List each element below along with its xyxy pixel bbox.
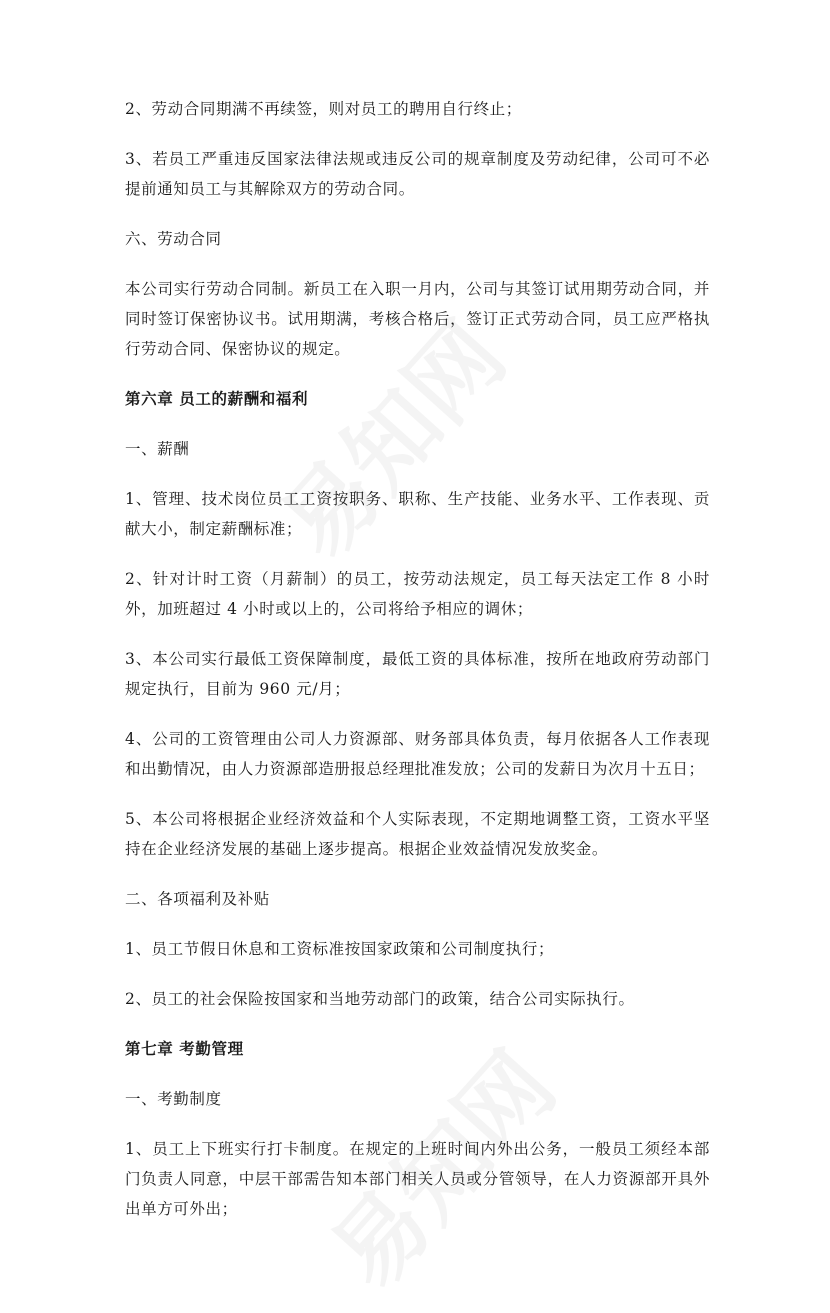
paragraph: 1、员工节假日休息和工资标准按国家政策和公司制度执行；: [125, 940, 555, 958]
paragraph: 2、员工的社会保险按国家和当地劳动部门的政策，结合公司实际执行。: [125, 990, 635, 1008]
section-title: 二、各项福利及补贴: [125, 890, 270, 908]
paragraph: 2、劳动合同期满不再续签，则对员工的聘用自行终止；: [125, 100, 522, 118]
document-body: [125, 94, 710, 1244]
paragraph: 3、本公司实行最低工资保障制度，最低工资的具体标准，按所在地政府劳动部门规定执行，目前为 960 元/月；: [125, 650, 710, 698]
chapter-heading: 第七章 考勤管理: [125, 1039, 244, 1058]
paragraph: 1、管理、技术岗位员工工资按职务、职称、生产技能、业务水平、工作表现、贡献大小，制定薪酬标准；: [125, 490, 710, 538]
section-title: 一、考勤制度: [125, 1090, 222, 1108]
paragraph: 1、员工上下班实行打卡制度。在规定的上班时间内外出公务，一般员工须经本部门负责人同意，中层干部需告知本部门相关人员或分管领导，在人力资源部开具外出单方可外出；: [125, 1140, 710, 1218]
paragraph: 4、公司的工资管理由公司人力资源部、财务部具体负责，每月依据各人工作表现和出勤情况，由人力资源部造册报总经理批准发放；公司的发薪日为次月十五日；: [125, 730, 710, 778]
paragraph: 2、针对计时工资（月薪制）的员工，按劳动法规定，员工每天法定工作 8 小时外，加班超过 4 小时或以上的，公司将给予相应的调休；: [125, 570, 710, 618]
paragraph: 本公司实行劳动合同制。新员工在入职一月内，公司与其签订试用期劳动合同，并同时签订保密协议书。试用期满，考核合格后，签订正式劳动合同，员工应严格执行劳动合同、保密协议的规定。: [125, 280, 710, 358]
paragraph: 3、若员工严重违反国家法律法规或违反公司的规章制度及劳动纪律，公司可不必提前通知员工与其解除双方的劳动合同。: [125, 150, 710, 198]
section-title: 一、薪酬: [125, 440, 190, 458]
section-title: 六、劳动合同: [125, 230, 222, 248]
chapter-heading: 第六章 员工的薪酬和福利: [125, 389, 309, 408]
paragraph: 5、本公司将根据企业经济效益和个人实际表现，不定期地调整工资，工资水平坚持在企业经济发展的基础上逐步提高。根据企业效益情况发放奖金。: [125, 810, 710, 858]
